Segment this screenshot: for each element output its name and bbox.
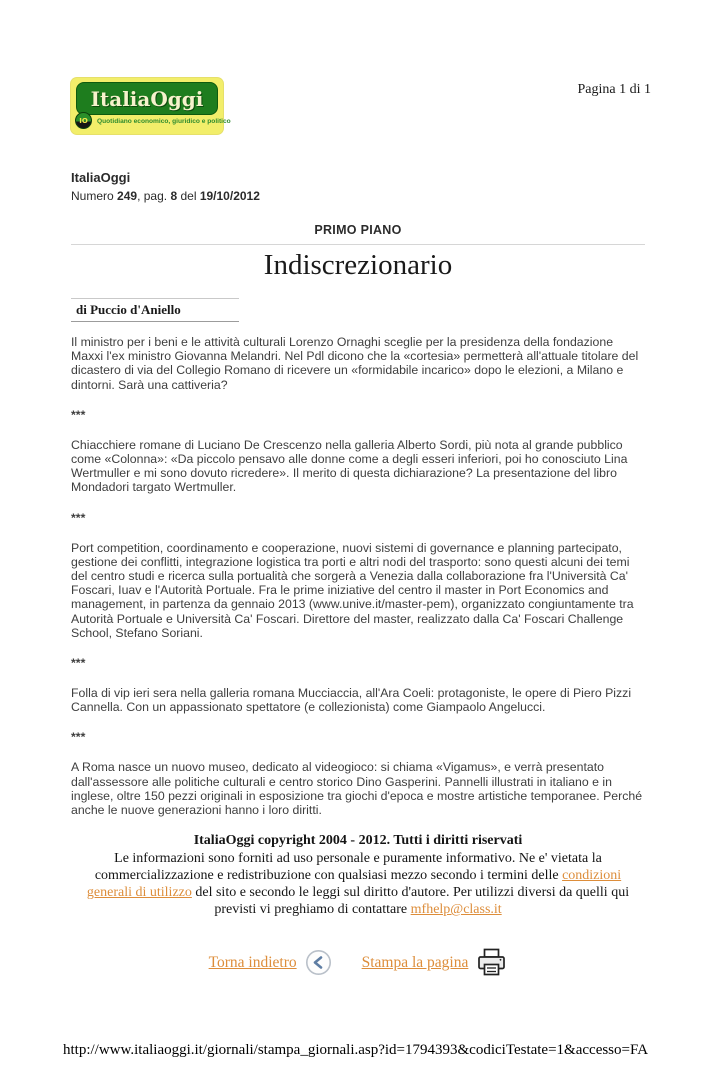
terms-link[interactable]: condizioni generali di utilizzo bbox=[86, 868, 622, 901]
article-paragraph: Folla di vip ieri sera nella galleria romana Mucciaccia, all'Ara Coeli: protagoniste, le opere di Piero Pizzi Cannella. Con un appassionato spettatore (e collezionista) come Giampaolo Angelucci. bbox=[71, 686, 632, 715]
printer-icon[interactable] bbox=[476, 948, 507, 977]
logo-masthead bbox=[76, 82, 218, 115]
copyright-disclaimer bbox=[71, 850, 645, 918]
action-bar bbox=[71, 948, 645, 977]
logo-title: ItaliaOggi bbox=[90, 86, 204, 111]
issue-info bbox=[71, 189, 645, 203]
section-divider bbox=[71, 244, 645, 245]
paragraph-separator: *** bbox=[71, 510, 86, 525]
back-arrow-icon[interactable] bbox=[305, 949, 332, 976]
article-paragraph: Port competition, coordinamento e cooperazione, nuovi sistemi di governance e planning partecipato, gestione dei conflitti, integrazione logistica tra porti e altri nodi del trasporto: sono questi alcuni dei temi del centro studi e ricerca sulla portualità che sorgerà a Venezia dalla collaborazione fra l'Università Ca' Foscari, Iuav e l'Autorità Portuale. Fra le prime iniziative del centro il master in Port Economics and management, in partenza da gennaio 2013 (www.unive.it/master-pem), organizzato congiuntamente tra Autorità Portuale e Università Ca' Foscari. Direttore del master, realizzato dalla Ca' Foscari Challenge School, Stefano Soriani. bbox=[71, 540, 634, 640]
issue-label-pag: , pag. bbox=[137, 189, 168, 203]
disclaimer-text-2: del sito e secondo le leggi sul diritto d'autore. Per utilizzi diversi da quelli qui previsti vi preghiamo di contattare bbox=[191, 885, 630, 918]
byline: di Puccio d'Aniello bbox=[71, 298, 239, 322]
publication-info bbox=[71, 170, 645, 203]
back-link[interactable]: Torna indietro bbox=[208, 953, 297, 971]
publication-name: ItaliaOggi bbox=[71, 170, 131, 185]
logo-io-badge: IO bbox=[75, 112, 92, 129]
issue-label-del: del bbox=[180, 189, 197, 203]
paragraph-separator: *** bbox=[71, 656, 86, 671]
email-link[interactable]: mfhelp@class.it bbox=[410, 902, 502, 918]
copyright-title: ItaliaOggi copyright 2004 - 2012. Tutti i diritti riservati bbox=[193, 833, 523, 849]
paragraph-separator: *** bbox=[71, 730, 86, 745]
paragraph-separator: *** bbox=[71, 407, 86, 422]
article-paragraph: A Roma nasce un nuovo museo, dedicato al videogioco: si chiama «Vigamus», e verrà presentato dall'assessore alle politiche culturali e centro storico Dino Gasperini. Pannelli illustrati in italiano e in inglese, oltre 150 pezzi originali in esposizione tra giochi d'epoca e mostre artistiche temporanee. Perché anche le nuove generazioni hanno i loro diritti. bbox=[71, 760, 643, 818]
article-paragraph: Il ministro per i beni e le attività culturali Lorenzo Ornaghi sceglie per la presidenza della fondazione Maxxi l'ex ministro Giovanna Melandri. Nel Pdl dicono che la «cortesia» permetterà all'attuale titolare del dicastero di via del Collegio Romano di ricevere un «formidabile incarico» dopo le elezioni, a Milano e dintorni. Sarà una cattiveria? bbox=[71, 335, 639, 392]
section-label: PRIMO PIANO bbox=[314, 223, 402, 237]
issue-number: 249 bbox=[117, 189, 138, 203]
copyright-block bbox=[71, 833, 645, 918]
article-title: Indiscrezionario bbox=[263, 249, 453, 281]
issue-label-numero: Numero bbox=[71, 189, 114, 203]
print-link[interactable]: Stampa la pagina bbox=[361, 953, 469, 971]
article-paragraph: Chiacchiere romane di Luciano De Crescenzo nella galleria Alberto Sordi, più nota al grande pubblico come «Colonna»: «Da piccolo pensavo alle donne come a degli esseri inferiori, poi ho conosciuto Lina Wertmuller e mi sono dovuto ricredere». Il merito di questa dichiarazione? La presentazione del libro Mondadori targato Wertmuller. bbox=[71, 437, 628, 495]
logo-tagline: Quotidiano economico, giuridico e politico bbox=[97, 118, 231, 125]
print-source-url: http://www.italiaoggi.it/giornali/stampa_giornali.asp?id=1794393&codiciTestate=1&accesso=FA bbox=[63, 1042, 649, 1058]
italiaoggi-logo bbox=[71, 78, 231, 134]
article-body bbox=[71, 335, 645, 817]
issue-page: 8 bbox=[170, 189, 178, 203]
issue-date: 19/10/2012 bbox=[199, 189, 260, 203]
page-number: Pagina 1 di 1 bbox=[577, 82, 651, 97]
print-page-content bbox=[0, 78, 707, 977]
disclaimer-text-1: Le informazioni sono forniti ad uso personale e puramente informativo. Ne e' vietata la commercializzazione e redistribuzione con qualsiasi mezzo secondo i termini delle bbox=[94, 851, 602, 884]
